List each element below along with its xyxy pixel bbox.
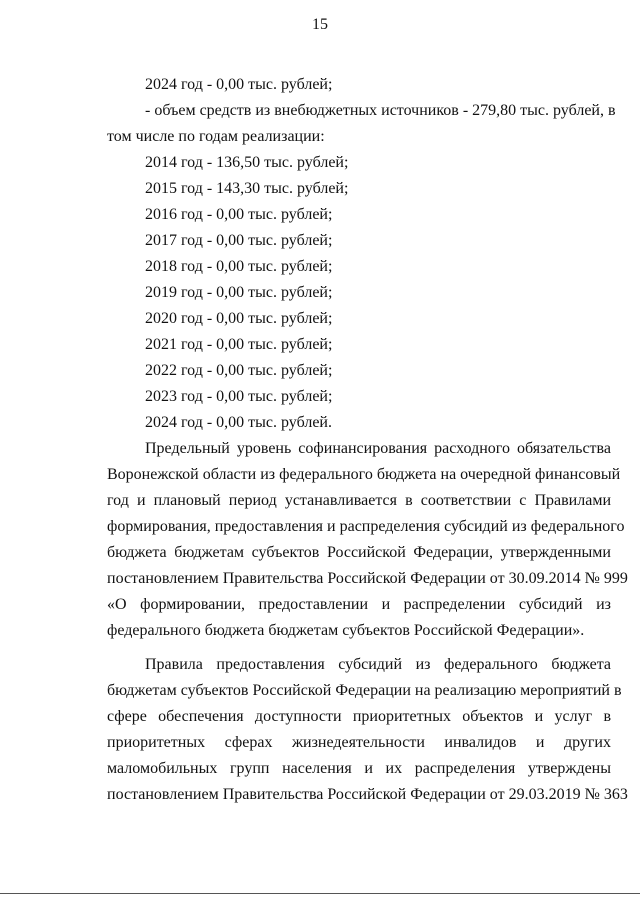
paragraph-line: «О формировании, предоставлении и распределении субсидий из	[107, 596, 611, 613]
budget-line: 2018 год - 0,00 тыс. рублей;	[145, 258, 333, 275]
budget-line: 2014 год - 136,50 тыс. рублей;	[145, 154, 349, 171]
paragraph-line: федерального бюджета бюджетам субъектов Российской Федерации».	[107, 622, 585, 639]
budget-line: 2020 год - 0,00 тыс. рублей;	[145, 310, 333, 327]
paragraph-line: год и плановый период устанавливается в соответствии с Правилами	[107, 492, 611, 509]
budget-line: 2024 год - 0,00 тыс. рублей.	[145, 414, 332, 431]
budget-line: - объем средств из внебюджетных источников - 279,80 тыс. рублей, в	[145, 102, 616, 119]
paragraph-line: Правила предоставления субсидий из федерального бюджета	[145, 656, 611, 673]
paragraph-line: Предельный уровень софинансирования расходного обязательства	[145, 440, 611, 457]
budget-line: 2019 год - 0,00 тыс. рублей;	[145, 284, 333, 301]
paragraph-line: бюджетам субъектов Российской Федерации на реализацию мероприятий в	[107, 682, 622, 699]
budget-line: 2023 год - 0,00 тыс. рублей;	[145, 388, 333, 405]
paragraph-line: приоритетных сферах жизнедеятельности инвалидов и других	[107, 734, 611, 751]
paragraph-line: формирования, предоставления и распределения субсидий из федерального	[107, 518, 625, 535]
budget-line: 2021 год - 0,00 тыс. рублей;	[145, 336, 333, 353]
paragraph-line: постановлением Правительства Российской Федерации от 30.09.2014 № 999	[107, 570, 628, 587]
paragraph-line: постановлением Правительства Российской Федерации от 29.03.2019 № 363	[107, 786, 628, 803]
document-body	[107, 72, 628, 808]
paragraph-line: маломобильных групп населения и их распределения утверждены	[107, 760, 611, 777]
page-edge-divider	[0, 893, 640, 894]
budget-line: 2024 год - 0,00 тыс. рублей;	[145, 76, 333, 93]
budget-line: 2015 год - 143,30 тыс. рублей;	[145, 180, 349, 197]
paragraph-line: сфере обеспечения доступности приоритетных объектов и услуг в	[107, 708, 611, 725]
page-number: 15	[312, 16, 328, 33]
budget-line: том числе по годам реализации:	[107, 128, 325, 145]
budget-line: 2017 год - 0,00 тыс. рублей;	[145, 232, 333, 249]
budget-line: 2022 год - 0,00 тыс. рублей;	[145, 362, 333, 379]
paragraph-line: бюджета бюджетам субъектов Российской Федерации, утвержденными	[107, 544, 611, 561]
paragraph-line: Воронежской области из федерального бюджета на очередной финансовый	[107, 466, 621, 483]
budget-line: 2016 год - 0,00 тыс. рублей;	[145, 206, 333, 223]
